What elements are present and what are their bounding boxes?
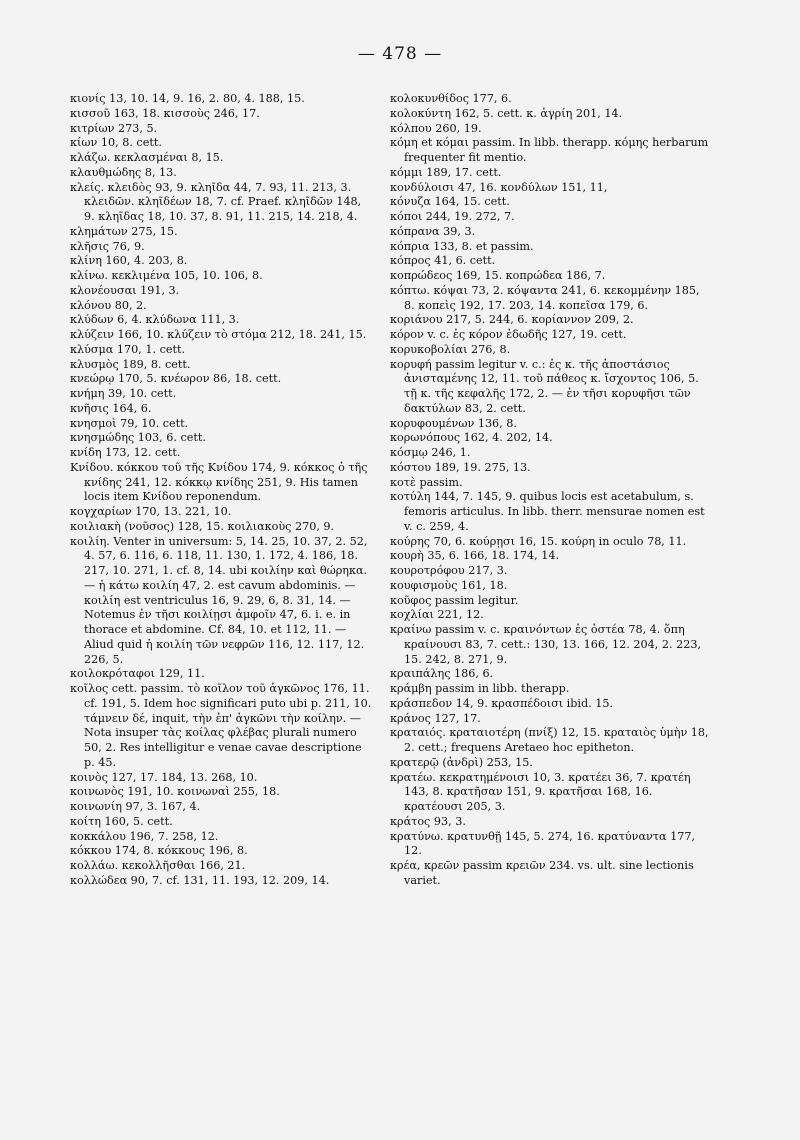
index-entry-text: κνήμη 39, 10. cett. [70,387,177,400]
index-entry [70,417,375,432]
index-entry [390,771,710,815]
index-entry [390,181,710,196]
index-entry-text: κογχαρίων 170, 13. 221, 10. [70,505,232,518]
index-entry [390,564,710,579]
index-entry [70,520,375,535]
index-entry-text: κραίνω passim v. c. κραινόντων ἐς ὀστέα 78, 4. ὅπη κραίνουσι 83, 7. cett.: 130, 13. 166, 12. 204, 2. 223, 15. 242, 8. 271, 9. [390,623,701,666]
index-entry-text: κράσπεδον 14, 9. κρασπέδοισι ibid. 15. [390,696,614,710]
index-entry [70,372,375,387]
index-entry [70,269,375,284]
index-entry-text: κράνος 127, 17. [390,711,481,725]
index-entry [70,844,375,859]
index-entry [70,387,375,402]
index-entry [70,313,375,328]
index-entry [70,151,375,166]
index-entry-text: κλύζειν 166, 10. κλύζειν τὸ στόμα 212, 18. 241, 15. [70,328,367,341]
index-entry [70,402,375,417]
index-entry [390,682,710,697]
index-entry [70,461,375,505]
index-entry-text: κλόνου 80, 2. [70,298,147,312]
index-entry [390,328,710,343]
index-entry-text: κοιλοκρόταφοι 129, 11. [70,667,205,681]
index-entry-text: κραιπάλης 186, 6. [390,667,494,681]
index-entry-text: κλημάτων 275, 15. [70,224,178,238]
index-entry [390,166,710,181]
index-entry-text: κρατύνω. κρατυνθῇ 145, 5. 274, 16. κρατύναντα 177, 12. [390,829,696,858]
index-entry-text: κορυφουμένων 136, 8. [390,416,517,430]
index-entry-text: κνεώρῳ 170, 5. κνέωρον 86, 18. cett. [70,372,282,386]
index-entry-text: κλάζω. κεκλασμέναι 8, 15. [70,151,224,164]
index-entry-text: κόμμι 189, 17. cett. [390,165,502,179]
index-entry [390,284,710,314]
index-entry [390,623,710,667]
index-entry [70,92,375,107]
page-number: — 478 — [357,44,443,64]
index-entry-text: κράτος 93, 3. [390,814,466,828]
index-entry [70,785,375,800]
index-entry [70,254,375,269]
index-entry-text: κρατερῷ (ἀνδρὶ) 253, 15. [390,755,533,769]
index-entry [390,240,710,255]
index-entry-text: κόπρος 41, 6. cett. [390,254,496,268]
index-entry-text: κιονίς 13, 10. 14, 9. 16, 2. 80, 4. 188, 15. [70,92,305,105]
index-entry [70,446,375,461]
index-entry-text: κνησμοὶ 79, 10. cett. [70,416,189,430]
index-entry-text: κολοκυνθίδος 177, 6. [390,92,512,105]
index-entry-text: κοτὲ passim. [390,475,463,489]
index-entry [390,667,710,682]
index-entry-text: κολοκύντη 162, 5. cett. κ. ἀγρίη 201, 14. [390,106,623,120]
index-entry-text: κνίδη 173, 12. cett. [70,446,181,459]
index-entry-text: κολλάω. κεκολλῆσθαι 166, 21. [70,859,246,872]
index-entry-text: κλίνη 160, 4. 203, 8. [70,254,188,268]
index-entry [390,358,710,417]
index-entry-text: κοπρώδεος 169, 15. κοπρώδεα 186, 7. [390,269,606,282]
index-entry [390,490,710,534]
index-entry [70,800,375,815]
index-entry-text: κοίτη 160, 5. cett. [70,814,173,828]
index-entry-text: κουφισμοὺς 161, 18. [390,578,508,592]
index-entry [390,859,710,889]
index-entry [390,343,710,358]
index-entry [70,284,375,299]
index-entry-text: κλονέουσαι 191, 3. [70,283,180,297]
index-entry-text: κλυσμὸς 189, 8. cett. [70,357,191,371]
index-entry-text: κισσοῦ 163, 18. κισσοὺς 246, 17. [70,106,260,120]
index-entry [390,476,710,491]
index-entry-text: κοινὸς 127, 17. 184, 13. 268, 10. [70,770,258,784]
index-entry [70,166,375,181]
index-entry [390,446,710,461]
index-entry-text: κόμη et κόμαι passim. In libb. therapp. κόμης herbarum frequenter fit mentio. [390,136,709,164]
index-entry-text: κοκκάλου 196, 7. 258, 12. [70,829,219,843]
index-entry-text: κόποι 244, 19. 272, 7. [390,210,515,223]
index-entry-text: κόστου 189, 19. 275, 13. [390,460,531,474]
index-entry [390,417,710,432]
index-entry [390,830,710,860]
index-entry [70,771,375,786]
index-entry [390,269,710,284]
index-entry-text: κρέα, κρεῶν passim κρειῶν 234. vs. ult. sine lectionis variet. [390,859,694,887]
index-entry [70,830,375,845]
index-entry-text: κοτύλη 144, 7. 145, 9. quibus locis est acetabulum, s. femoris articulus. In libb. therr. mensurae nomen est v. c. 259, 4. [390,490,705,533]
index-entry [390,225,710,240]
index-entry [390,535,710,550]
index-entry [390,461,710,476]
index-entry [70,225,375,240]
index-entry-text: κλίνω. κεκλιμένα 105, 10. 106, 8. [70,269,263,282]
index-entry [390,210,710,225]
index-entry [390,195,710,210]
index-entry [390,136,710,166]
index-entry-text: κλύσμα 170, 1. cett. [70,342,186,356]
index-entry-text: κνησμώδης 103, 6. cett. [70,431,206,445]
index-entry-text: κορωνόπους 162, 4. 202, 14. [390,431,553,445]
index-entry-text: κούρης 70, 6. κούρῃσι 16, 15. κούρη in oculo 78, 11. [390,534,687,548]
index-column-right [390,92,710,889]
index-entry [390,594,710,609]
index-entry [70,358,375,373]
index-entry-text: κόρον v. c. ἐς κόρον ἐδωδῆς 127, 19. cett. [390,328,627,341]
index-entry-text: κλαυθμώδης 8, 13. [70,165,177,179]
index-entry [70,181,375,225]
index-entry [70,299,375,314]
index-entry [390,313,710,328]
index-entry-text: κλείς. κλειδὸς 93, 9. κληῖδα 44, 7. 93, 11. 213, 3. κλειδῶν. κληῖδέων 18, 7. cf. Praef. κληῖδῶν 148, 9. κληῖδας 18, 10. 37, 8. 91, 11. 215, 14. 218, 4. [70,180,362,223]
index-entry-text: κίων 10, 8. cett. [70,136,162,150]
index-entry [390,431,710,446]
index-entry-text: κνῆσις 164, 6. [70,401,152,415]
index-entry-text: κοιλιακὴ (νοῦσος) 128, 15. κοιλιακοὺς 270, 9. [70,519,335,533]
index-entry [390,608,710,623]
index-entry-text: κόπτω. κόψαι 73, 2. κόψαντα 241, 6. κεκομμένην 185, 8. κοπεὶς 192, 17. 203, 14. κοπεῖσα 179, 6. [390,283,700,312]
index-entry-text: κοχλίαι 221, 12. [390,608,484,622]
index-entry-text: κορυφή passim legitur v. c.: ἐς κ. τῆς ἀποστάσιος ἀνισταμένης 12, 11. τοῦ πάθεος κ. ἴσχοντος 106, 5. τῇ κ. τῆς κεφαλῆς 172, 2. — ἐν τῆσι κορυφῆσι τῶν δακτύλων 83, 2. cett. [390,357,699,415]
index-entry-text: κλῆσις 76, 9. [70,239,145,253]
index-entry-text: κιτρίων 273, 5. [70,121,158,135]
index-entry [390,815,710,830]
index-entry-text: κολλώδεα 90, 7. cf. 131, 11. 193, 12. 209, 14. [70,873,330,887]
index-entry [390,579,710,594]
index-entry-text: Κνίδου. κόκκου τοῦ τῆς Κνίδου 174, 9. κόκκος ὁ τῆς κνίδης 241, 12. κόκκῳ κνίδης 251, 9. His tamen locis item Κνίδου reponendum. [70,460,368,504]
index-entry [70,505,375,520]
index-entry [70,535,375,668]
index-entry-text: κονδύλοισι 47, 16. κονδύλων 151, 11, [390,180,608,194]
index-entry-text: κοινωνὸς 191, 10. κοινωναὶ 255, 18. [70,785,280,799]
index-entry [70,122,375,137]
index-entry-text: κόνυζα 164, 15. cett. [390,195,510,209]
index-entry-text: κοιλίη. Venter in universum: 5, 14. 25, 10. 37, 2. 52, 4. 57, 6. 116, 6. 118, 11. 130, 1. 172, 4. 186, 18. 217, 10. 271, 1. cf. 8, 14. ubi κοιλίην καὶ θώρηκα. — ἡ κάτω κοιλίη 47, 2. est cavum abdominis. — κοιλίη est ventriculus 16, 9. 29, 6, 8. 31, 14. — Notemus ἐν τῆσι κοιλίῃσι ἀμφοῖν 47, 6. i. e. in thorace et abdomine. Cf. 84, 10. et 112, 11. — Aliud quid ἡ κοιλίη τῶν νεφρῶν 116, 12. 117, 12. 226, 5. [70,534,368,666]
index-entry [70,136,375,151]
index-entry [390,107,710,122]
index-entry [70,682,375,771]
index-entry [390,712,710,727]
index-entry-text: κόλπου 260, 19. [390,121,482,135]
index-entry-text: κοῦφος passim legitur. [390,593,519,607]
index-entry-text: κουροτρόφου 217, 3. [390,564,508,577]
index-entry [70,240,375,255]
index-entry [70,343,375,358]
index-entry [390,92,710,107]
index-entry [390,697,710,712]
index-entry-text: κλύδων 6, 4. κλύδωνα 111, 3. [70,313,240,327]
index-entry-text: κοριάνου 217, 5. 244, 6. κορίαννον 209, 2. [390,313,634,327]
index-entry-text: κορυκοβολίαι 276, 8. [390,342,511,356]
index-entry-text: κόπρανα 39, 3. [390,224,476,238]
index-entry [390,756,710,771]
index-entry [390,122,710,137]
index-entry [390,726,710,756]
index-entry [390,549,710,564]
index-entry-text: κραταιός. κραταιοτέρη (πνίξ) 12, 15. κραταιὸς ὑμὴν 18, 2. cett.; frequens Aretaeo hoc epitheton. [390,726,709,754]
index-column-left [70,92,375,889]
index-entry [70,859,375,874]
index-entry-text: κοῖλος cett. passim. τὸ κοῖλον τοῦ ἀγκῶνος 176, 11. cf. 191, 5. Idem hoc significari puto ubi p. 211, 10. τάμνειν δέ, inquit, τὴν ἐπ' ἀγκῶνι τὴν κοίλην. — Nota insuper τὰς κοίλας φλέβας plurali numero 50, 2. Res intelligitur e venae cavae descriptione p. 45. [70,682,372,769]
index-entry [70,874,375,889]
index-entry-text: κόπρια 133, 8. et passim. [390,239,534,253]
index-entry [70,431,375,446]
index-entry-text: κόσμῳ 246, 1. [390,446,471,459]
index-entry [70,667,375,682]
index-entry-text: κοινωνίη 97, 3. 167, 4. [70,800,201,813]
index-entry [70,815,375,830]
index-entry [70,107,375,122]
index-entry [70,328,375,343]
index-entry [390,254,710,269]
index-entry-text: κόκκου 174, 8. κόκκους 196, 8. [70,844,248,858]
index-entry-text: κουρὴ 35, 6. 166, 18. 174, 14. [390,549,560,563]
index-entry-text: κρατέω. κεκρατημένοισι 10, 3. κρατέει 36, 7. κρατέη 143, 8. κρατῆσαν 151, 9. κρατῆσαι 168, 16. κρατέουσι 205, 3. [390,770,691,813]
index-entry-text: κράμβη passim in libb. therapp. [390,682,570,695]
